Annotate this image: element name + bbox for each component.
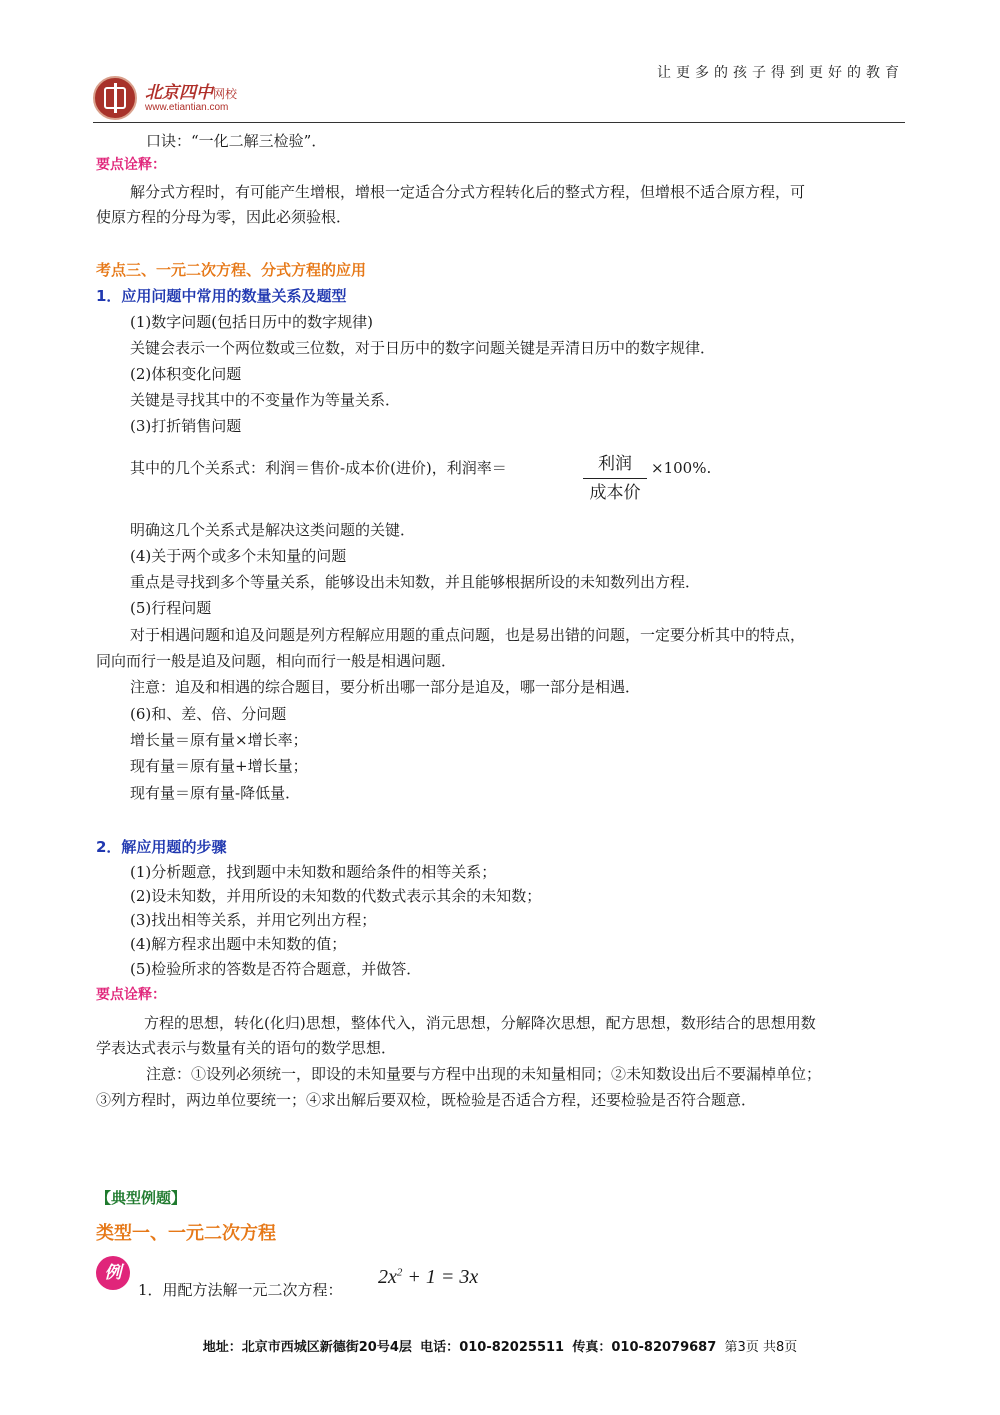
list-item: (1)数字问题(包括日历中的数字规律) (130, 313, 373, 331)
example-question: 1．用配方法解一元二次方程： (138, 1281, 343, 1299)
paragraph-line: ③列方程时，两边单位要统一；④求出解后要双检，既检验是否适合方程，还要检验是否符合题意． (96, 1091, 757, 1109)
header-slogan: 让更多的孩子得到更好的教育 (657, 65, 904, 81)
paragraph-line: 关键是寻找其中的不变量作为等量关系． (130, 391, 401, 409)
logo-url: www.etiantian.com (145, 102, 229, 113)
list-item: (2)体积变化问题 (130, 365, 242, 383)
fraction-denominator: 成本价 (589, 483, 641, 503)
paragraph-line: 注意：追及和相遇的综合题目，要分析出哪一部分是追及，哪一部分是相遇． (130, 678, 641, 696)
list-item: (4)关于两个或多个未知量的问题 (130, 547, 347, 565)
section-heading: 考点三、一元二次方程、分式方程的应用 (96, 261, 367, 279)
formula-line: 增长量＝原有量×增长率； (130, 731, 308, 749)
paragraph-line: 学表达式表示与数量有关的语句的数学思想． (96, 1039, 397, 1057)
paragraph-line: 明确这几个关系式是解决这类问题的关键． (130, 521, 416, 539)
fraction-numerator: 利润 (598, 454, 632, 474)
page-footer: 地址：北京市西城区新德街20号4层 电话：010-82025511 传真：010-82079687 第3页 共8页 (202, 1340, 798, 1355)
paragraph-line: 重点是寻找到多个等量关系，能够设出未知数，并且能够根据所设的未知数列出方程． (130, 573, 701, 591)
examples-heading: 【典型例题】 (96, 1189, 187, 1207)
subsection-heading: 2．解应用题的步骤 (96, 838, 227, 856)
list-item: (5)行程问题 (130, 599, 212, 617)
step-item: (4)解方程求出题中未知数的值； (130, 935, 347, 953)
paragraph-line: 注意：①设列必须统一，即设的未知量要与方程中出现的未知量相同；②未知数设出后不要漏棹单位； (146, 1065, 822, 1083)
step-item: (2)设未知数，并用所设的未知数的代数式表示其余的未知数； (130, 887, 542, 905)
key-note-heading: 要点诠释： (96, 157, 166, 173)
example-badge-icon: 例 (96, 1256, 130, 1290)
type-heading: 类型一、一元二次方程 (96, 1223, 276, 1244)
step-item: (3)找出相等关系，并用它列出方程； (130, 911, 377, 929)
step-item: (1)分析题意，找到题中未知数和题给条件的相等关系； (130, 863, 497, 881)
paragraph-line: 关键会表示一个两位数或三位数，对于日历中的数字问题关键是弄清日历中的数字规律． (130, 339, 716, 357)
formula-line: 现有量＝原有量+增长量； (130, 757, 308, 775)
paragraph-line: 同向而行一般是追及问题，相向而行一般是相遇问题． (96, 652, 457, 670)
list-item: (6)和、差、倍、分问题 (130, 705, 287, 723)
paragraph-line: 对于相遇问题和追及问题是列方程解应用题的重点问题，也是易出错的问题，一定要分析其中的特点， (130, 626, 806, 644)
formula-suffix: ×100%. (651, 459, 712, 477)
profit-rate-fraction (583, 452, 647, 505)
equation: $2x^2 + 1 = 3x$ (378, 1266, 479, 1288)
formula-text: 其中的几个关系式：利润＝售价-成本价(进价)，利润率＝ (130, 459, 507, 477)
key-note-heading: 要点诠释： (96, 987, 166, 1003)
step-item: (5)检验所求的答数是否符合题意，并做答． (130, 960, 422, 978)
list-item: (3)打折销售问题 (130, 417, 242, 435)
formula-line: 现有量＝原有量-降低量． (130, 784, 301, 802)
logo-name: 北京四中网校 (145, 83, 238, 103)
school-logo (93, 72, 293, 124)
mnemonic: 口诀：“一化二解三检验”． (146, 132, 327, 150)
paragraph-line: 使原方程的分母为零，因此必须验根． (96, 208, 352, 226)
subsection-heading: 1．应用问题中常用的数量关系及题型 (96, 287, 347, 305)
header-divider (93, 122, 905, 123)
logo-emblem-icon (93, 76, 137, 120)
paragraph-line: 解分式方程时，有可能产生增根，增根一定适合分式方程转化后的整式方程，但增根不适合原方程，可 (130, 183, 806, 201)
paragraph-line: 方程的思想，转化(化归)思想，整体代入，消元思想，分解降次思想，配方思想，数形结合的思想用数 (144, 1014, 816, 1032)
page-number: 第3页 共8页 (724, 1340, 798, 1355)
